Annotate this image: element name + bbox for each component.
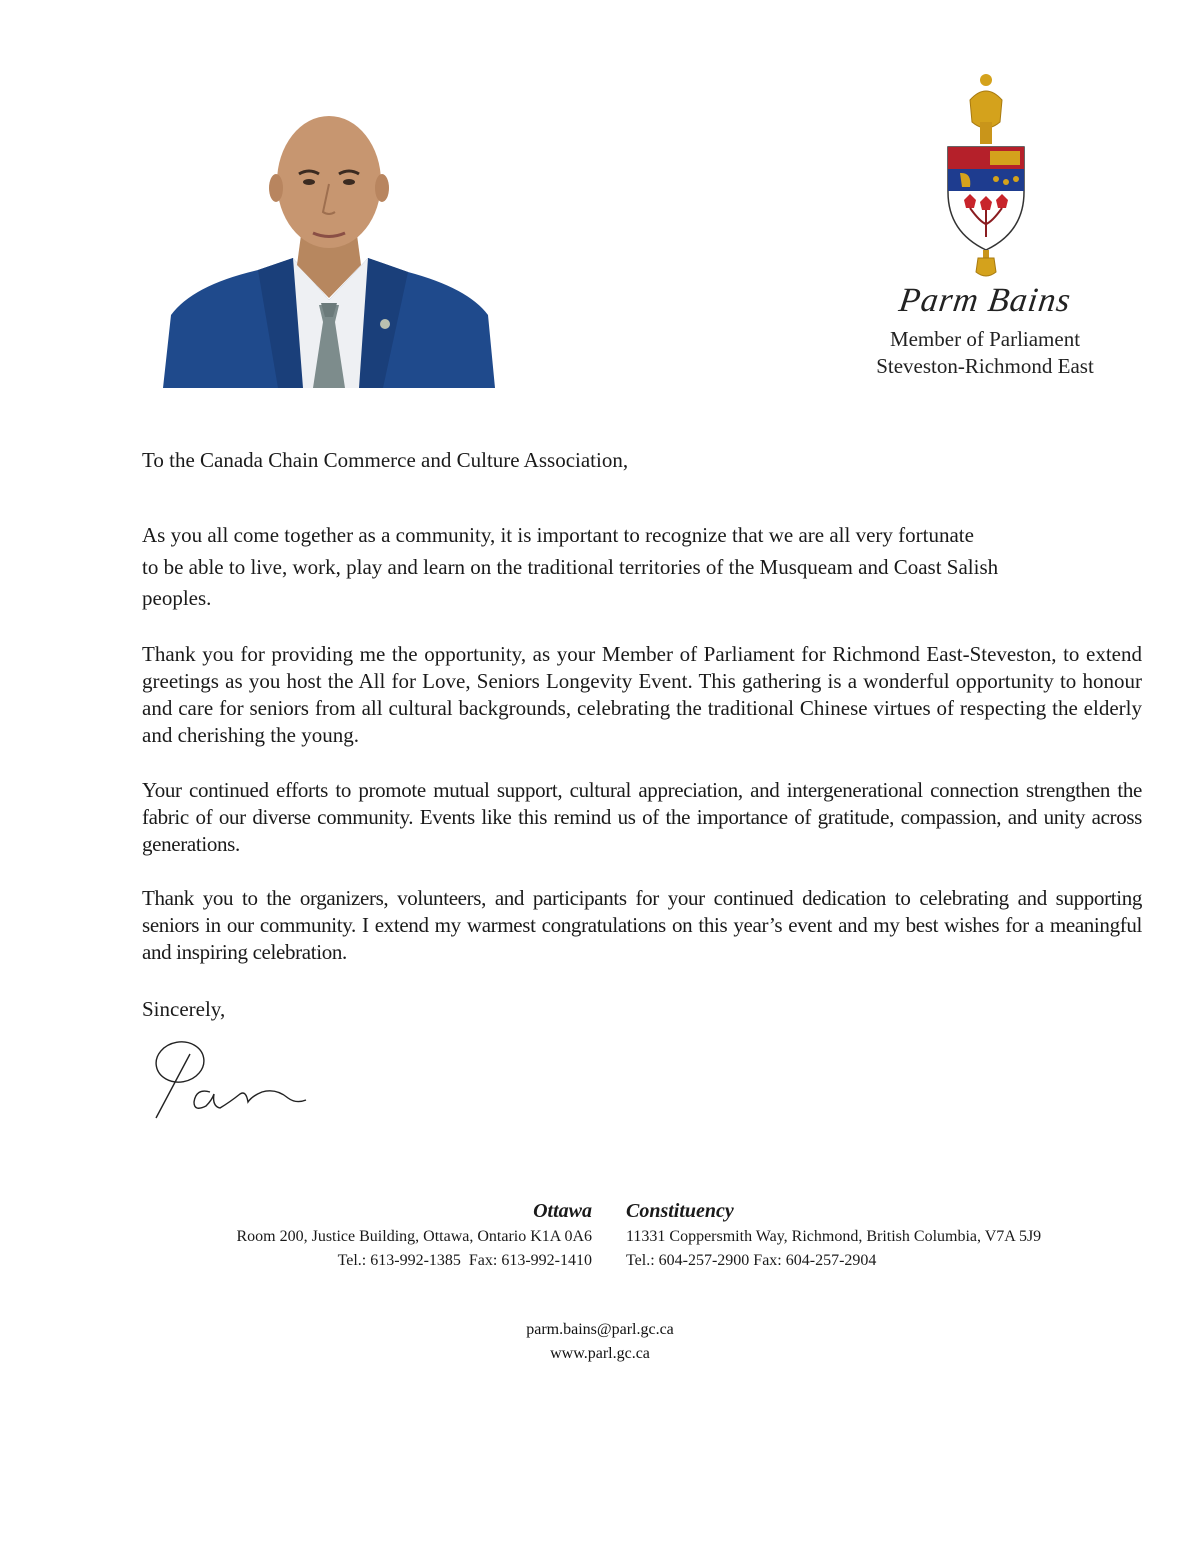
website-link[interactable]: www.parl.gc.ca [550, 1345, 650, 1362]
letter-paragraph-1 [142, 520, 1142, 615]
paragraph-line: to be able to live, work, play and learn on the traditional territories of the Musqueam and Coast Salish [142, 554, 999, 579]
mp-title-role: Member of Parliament [889, 327, 1081, 351]
email-link[interactable]: parm.bains@parl.gc.ca [526, 1321, 674, 1338]
contact-block [450, 1318, 750, 1366]
paragraph-line: peoples. [142, 586, 212, 610]
constituency-office-block [626, 1197, 1146, 1273]
paragraph-line: As you all come together as a community, it is important to recognize that we are all very fortunate [142, 523, 974, 547]
ottawa-address: Room 200, Justice Building, Ottawa, Ontario K1A 0A6 [236, 1228, 592, 1245]
constituency-heading: Constituency [626, 1200, 734, 1222]
letter-paragraph-3: Your continued efforts to promote mutual support, cultural appreciation, and intergenerational connection strengthen the fabric of our diverse community. Events like this remind us of the importance of gratitude, compassion, and unity across generations. [142, 778, 1142, 856]
letter-closing: Sincerely, [142, 997, 226, 1021]
letter-paragraph-2: Thank you for providing me the opportunity, as your Member of Parliament for Richmond East-Steveston, to extend greetings as you host the All for Love, Seniors Longevity Event. This gathering is a wonderful opportunity to honour and care for seniors from all cultural backgrounds, celebrating the traditional Chinese virtues of respecting the elderly and cherishing the young. [142, 642, 1142, 747]
letter-paragraph-4: Thank you to the organizers, volunteers, and participants for your continued dedication to celebrating and supporting seniors in our community. I extend my warmest congratulations on this year’s event and my best wishes for a meaningful and inspiring celebration. [142, 886, 1142, 964]
handwritten-signature-icon [148, 1040, 313, 1125]
mp-title [840, 326, 1130, 380]
mp-title-riding: Steveston-Richmond East [876, 354, 1094, 378]
ottawa-heading: Ottawa [533, 1200, 592, 1222]
ottawa-office-block [150, 1197, 592, 1273]
ottawa-phone: Tel.: 613-992-1385 Fax: 613-992-1410 [337, 1252, 592, 1269]
constituency-address: 11331 Coppersmith Way, Richmond, British Columbia, V7A 5J9 [626, 1228, 1042, 1245]
constituency-phone: Tel.: 604-257-2900 Fax: 604-257-2904 [626, 1252, 877, 1269]
mp-name: Parm Bains [896, 282, 1074, 319]
house-of-commons-crest-icon [940, 72, 1032, 280]
mp-portrait-photo [163, 100, 495, 388]
letter-salutation: To the Canada Chain Commerce and Culture Association, [142, 448, 629, 472]
